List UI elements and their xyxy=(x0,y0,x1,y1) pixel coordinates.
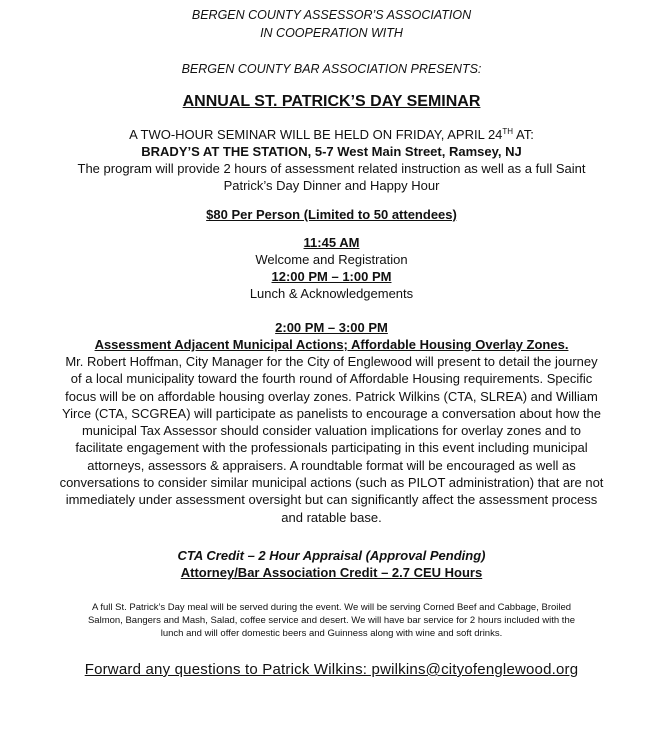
description-line: immediately under assessment oversight but can significantly affect the assessment process xyxy=(65,492,598,508)
date-line xyxy=(0,126,663,143)
price-line: $80 Per Person (Limited to 50 attendees) xyxy=(206,207,457,222)
description-line: Yirce (CTA, SCGREA) will participate as panelists to encourage a conversation about how the xyxy=(61,405,602,421)
description-line: attorneys, assessors & appraisers. A roundtable format will be encouraged as well as xyxy=(87,457,576,473)
session-title: Assessment Adjacent Municipal Actions; Affordable Housing Overlay Zones. xyxy=(94,337,569,352)
session-block xyxy=(0,319,663,526)
date-suffix: TH xyxy=(502,127,514,136)
program-line-2: Patrick’s Day Dinner and Happy Hour xyxy=(223,178,440,193)
schedule-time: 12:00 PM – 1:00 PM xyxy=(271,269,392,284)
contact-line[interactable]: Forward any questions to Patrick Wilkins: pwilkins@cityofenglewood.org xyxy=(84,660,579,678)
description-line: focus will be on affordable housing overlay zones. Patrick Wilkins (CTA, SLREA) and William xyxy=(65,388,598,404)
seminar-title: ANNUAL ST. PATRICK’S DAY SEMINAR xyxy=(182,93,481,110)
schedule-desc: Lunch & Acknowledgements xyxy=(249,286,414,301)
program-line-1: The program will provide 2 hours of assessment related instruction as well as a full Saint xyxy=(77,161,586,176)
cta-credit: CTA Credit – 2 Hour Appraisal (Approval Pending) xyxy=(177,547,486,563)
meal-line: lunch and will offer domestic beers and Guinness along with wine and soft drinks. xyxy=(160,627,503,639)
intro-block xyxy=(0,126,663,194)
description-line: Mr. Robert Hoffman, City Manager for the City of Englewood will present to detail the journey xyxy=(65,354,598,369)
organizer-line: BERGEN COUNTY ASSESSOR’S ASSOCIATION xyxy=(191,8,472,22)
schedule-time: 11:45 AM xyxy=(303,235,360,250)
meal-line: A full St. Patrick’s Day meal will be served during the event. We will be serving Corned Beef and Cabbage, Broiled xyxy=(91,601,572,613)
presenter-line: BERGEN COUNTY BAR ASSOCIATION PRESENTS: xyxy=(181,62,482,76)
description-line: of a local municipality toward the fourth round of Affordable Housing requirements. Specific xyxy=(70,371,593,387)
meal-note xyxy=(0,601,663,640)
session-time: 2:00 PM – 3:00 PM xyxy=(275,320,388,335)
header-block xyxy=(0,0,663,78)
attorney-credit: Attorney/Bar Association Credit – 2.7 CEU Hours xyxy=(180,564,483,580)
schedule-desc: Welcome and Registration xyxy=(255,252,408,267)
session-description xyxy=(0,353,663,526)
date-text: A TWO-HOUR SEMINAR WILL BE HELD ON FRIDAY, APRIL 24 xyxy=(129,127,503,142)
description-line: facilitate engagement with the professionals participating in this event including municipal xyxy=(75,440,588,456)
date-at: AT: xyxy=(513,127,534,142)
description-line: conversations to consider similar municipal actions (such as PILOT administration) that are not xyxy=(59,475,604,491)
venue-line: BRADY’S AT THE STATION, 5-7 West Main Street, Ramsey, NJ xyxy=(141,144,522,159)
credits-block xyxy=(0,547,663,581)
description-line: municipal Tax Assessor should consider valuation implications for overlay zones and to xyxy=(81,423,582,439)
schedule-block xyxy=(0,234,663,302)
meal-line: Salmon, Bangers and Mash, Salad, coffee service and desert. We will have bar service for 2 hours included with the xyxy=(87,614,576,626)
cooperation-line: IN COOPERATION WITH xyxy=(260,26,403,40)
description-line: and ratable base. xyxy=(281,509,382,525)
